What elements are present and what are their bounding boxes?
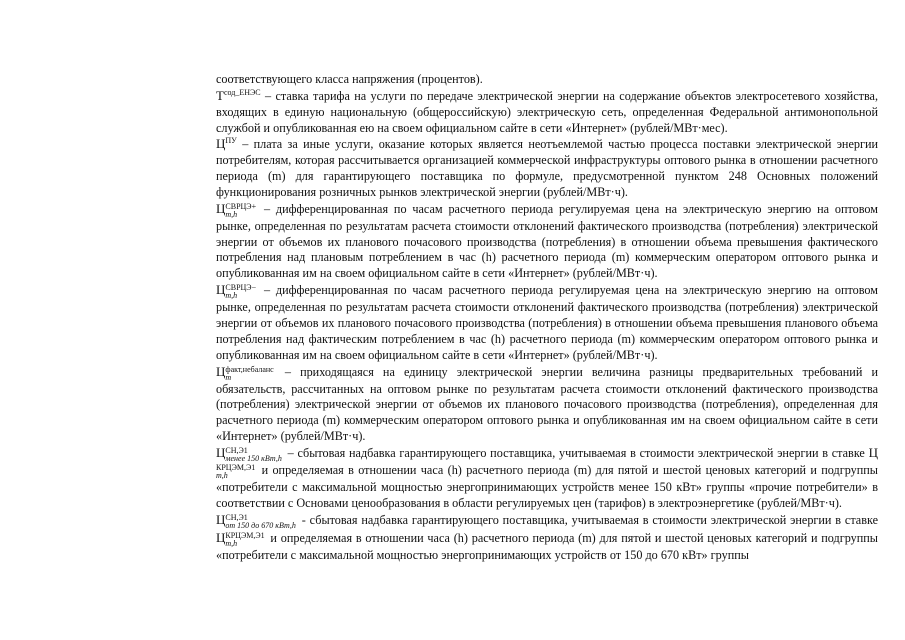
symbol: Ц (216, 529, 226, 545)
paragraph-svrce-plus (216, 201, 878, 282)
symbol: Ц (216, 136, 226, 152)
symbol: Ц (216, 511, 226, 527)
paragraph-sn-less-150 (216, 445, 878, 512)
symbol-superscript: СН,Э1 (225, 445, 248, 455)
symbol-subscript: менее 150 кВт,h (225, 453, 282, 463)
definition-text: – сбытовая надбавка гарантирующего поставщика, учитываемая в стоимости электрической энергии в ставке (283, 445, 869, 460)
definition-text: - сбытовая надбавка гарантирующего поставщика, учитываемая в стоимости электрической энергии в ставке (297, 512, 878, 527)
symbol: Ц (216, 363, 226, 379)
symbol-indices (225, 514, 296, 530)
symbol: Ц (216, 444, 226, 460)
symbol-subscript: m (225, 372, 232, 382)
symbol-subscript: m,h (225, 209, 238, 219)
symbol-indices (225, 203, 256, 219)
paragraph-sn-150-670 (216, 512, 878, 564)
symbol: Ц (216, 200, 226, 216)
symbol-subscript: m,h (225, 291, 238, 301)
definition-text: – дифференцированная по часам расчетного периода регулируемая цена на электрическую энергию на оптовом рынке, определенная по результатам расчета стоимости отклонений фактического производства (потребления) электрической энергии от объемов их планового почасового производства (потребления) в отношении объема превышения фактического потребления над плановым потреблением в час (h) расчетного периода (m) коммерческим оператором оптового рынка и опубликованная им на своем официальном сайте в сети «Интернет» (рублей/МВт·ч). (216, 201, 878, 281)
document-page (216, 72, 878, 563)
symbol-indices (225, 284, 256, 300)
symbol-superscript: сод_ЕНЭС (223, 87, 261, 97)
symbol: T (216, 87, 224, 103)
symbol: Ц (216, 282, 226, 298)
definition-text: – плата за иные услуги, оказание которых является неотъемлемой частью процесса поставки электрической энергии потребителям, которая рассчитывается организацией коммерческой инфраструктуры оптового рынка в отношении расчетного периода (m) для гарантирующего поставщика по формуле, предусмотренной пунктом 248 Основных положений функционирования розничных рынков электрической энергии (рублей/МВт·ч). (216, 137, 878, 199)
paragraph-0 (216, 72, 878, 88)
symbol-superscript: ПУ (225, 136, 237, 146)
symbol-subscript: m,h (225, 538, 238, 548)
paragraph-other-services (216, 136, 878, 200)
paragraph-tariff-enes (216, 88, 878, 137)
symbol-superscript: СН,Э1 (225, 512, 248, 522)
symbol-subscript: m,h (216, 470, 228, 480)
symbol-superscript: КРЦЭМ,Э1 (225, 530, 265, 540)
symbol-superscript: СВРЦЭ+ (225, 201, 257, 211)
symbol-superscript: СВРЦЭ− (225, 283, 257, 293)
definition-text: и определяемая в отношении часа (h) расчетного периода (m) для пятой и шестой ценовых категорий и подгруппы «потребители с максимальной мощностью энергопринимающих устройств менее 150 кВт» группы «прочие потребители» в соответствии с Основами ценообразования в области регулируемых цен (тарифов) в электроэнергетике (рублей/МВт·ч). (216, 462, 878, 510)
paragraph-svrce-minus (216, 282, 878, 363)
symbol-indices (225, 447, 281, 463)
symbol-subscript: от 150 до 670 кВт,h (225, 520, 296, 530)
paragraph-fact-nebalans (216, 364, 878, 445)
symbol-superscript: КРЦЭМ,Э1 (216, 462, 256, 472)
symbol-indices (216, 464, 255, 480)
text-line: соответствующего класса напряжения (процентов). (216, 72, 483, 86)
symbol-indices (225, 532, 264, 548)
definition-text: – приходящаяся на единицу электрической энергии величина разницы предварительных требований и обязательств, рассчитанных на оптовом рынке по результатам расчета стоимости отклонений фактического производства (потребления) электрической энергии от объемов их планового почасового производства (потребления), определенная для расчетного периода (m) коммерческим оператором оптового рынка и опубликованная им на своем официальном сайте в сети «Интернет» (рублей/МВт·ч). (216, 364, 878, 444)
symbol: Ц (868, 444, 878, 460)
definition-text: – дифференцированная по часам расчетного периода регулируемая цена на электрическую энергию на оптовом рынке, определенная по результатам расчета стоимости отклонений фактического производства (потребления) электрической энергии от объемов их планового почасового производства (потребления) в отношении объема превышения планового объема потребления над фактическим потреблением в час (h) расчетного периода (m) коммерческим оператором оптового рынка и опубликованная им на своем официальном сайте в сети «Интернет» (рублей/МВт·ч). (216, 283, 878, 362)
symbol-indices (225, 366, 273, 382)
definition-text: и определяемая в отношении часа (h) расчетного периода (m) для пятой и шестой ценовых категорий и подгруппы «потребители с максимальной мощностью энергопринимающих устройств от 150 до 670 кВт» группы (216, 530, 878, 562)
definition-text: – ставка тарифа на услуги по передаче электрической энергии на содержание объектов электросетевого хозяйства, входящих в единую национальную (общероссийскую) электрическую сеть, определенная Федеральной антимонопольной службой и опубликованная ею на своем официальном сайте в сети «Интернет» (рублей/МВт·мес). (216, 88, 878, 135)
symbol-superscript: факт,небаланс (225, 364, 274, 374)
